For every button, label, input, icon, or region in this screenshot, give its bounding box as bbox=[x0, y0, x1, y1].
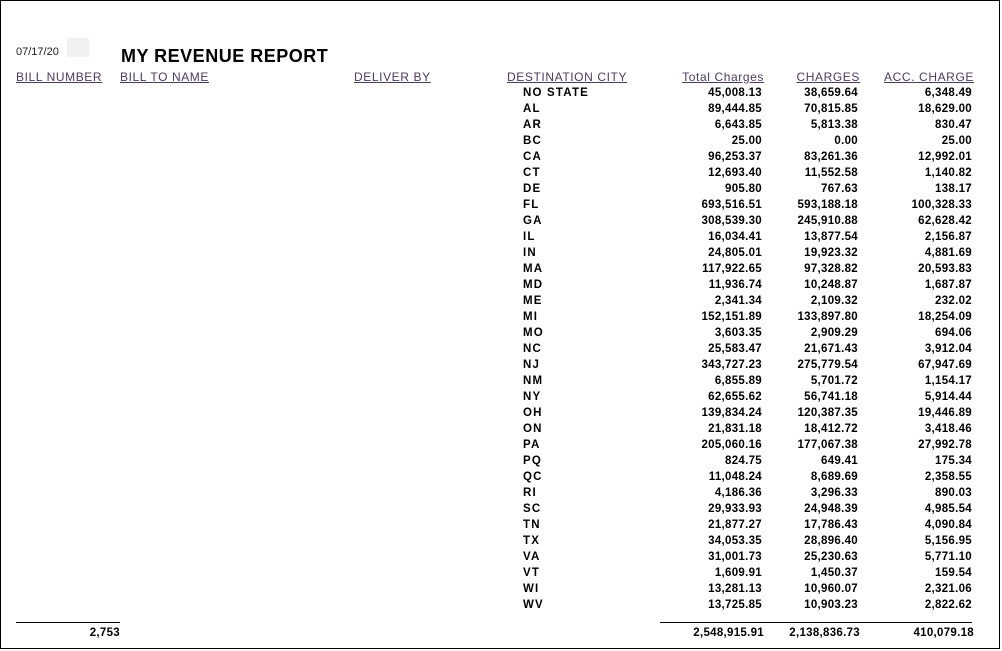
row-state: SC bbox=[523, 503, 542, 515]
row-state: AR bbox=[523, 119, 543, 131]
row-acc-charge: 4,985.54 bbox=[924, 503, 972, 515]
row-state: NM bbox=[523, 375, 544, 387]
table-row bbox=[0, 342, 1000, 358]
row-total-charges: 12,693.40 bbox=[708, 167, 762, 179]
table-row bbox=[0, 534, 1000, 550]
row-total-charges: 21,831.18 bbox=[708, 423, 762, 435]
row-state: IN bbox=[523, 247, 537, 259]
row-acc-charge: 175.34 bbox=[935, 455, 972, 467]
row-total-charges: 45,008.13 bbox=[708, 87, 762, 99]
row-total-charges: 13,281.13 bbox=[708, 583, 762, 595]
row-acc-charge: 5,771.10 bbox=[924, 551, 972, 563]
table-row bbox=[0, 374, 1000, 390]
table-row bbox=[0, 502, 1000, 518]
row-total-charges: 25,583.47 bbox=[708, 343, 762, 355]
table-row bbox=[0, 438, 1000, 454]
row-charges: 2,909.29 bbox=[810, 327, 858, 339]
row-state: NJ bbox=[523, 359, 541, 371]
table-row bbox=[0, 406, 1000, 422]
row-state: RI bbox=[523, 487, 537, 499]
row-total-charges: 89,444.85 bbox=[708, 103, 762, 115]
column-header-charges: CHARGES bbox=[796, 70, 860, 84]
row-acc-charge: 62,628.42 bbox=[918, 215, 972, 227]
date-redaction bbox=[67, 38, 89, 57]
table-row bbox=[0, 262, 1000, 278]
row-total-charges: 1,609.91 bbox=[714, 567, 762, 579]
table-row bbox=[0, 566, 1000, 582]
total-rule-left bbox=[16, 622, 120, 623]
column-header-acc-charge: ACC. CHARGE bbox=[884, 70, 974, 84]
column-header-total-charges: Total Charges bbox=[682, 70, 764, 84]
row-charges: 56,741.18 bbox=[804, 391, 858, 403]
row-total-charges: 4,186.36 bbox=[714, 487, 762, 499]
row-acc-charge: 2,156.87 bbox=[924, 231, 972, 243]
row-charges: 17,786.43 bbox=[804, 519, 858, 531]
row-charges: 767.63 bbox=[821, 183, 858, 195]
column-header-bill-number: BILL NUMBER bbox=[16, 70, 103, 84]
row-charges: 24,948.39 bbox=[804, 503, 858, 515]
row-state: GA bbox=[523, 215, 543, 227]
row-charges: 70,815.85 bbox=[804, 103, 858, 115]
row-charges: 38,659.64 bbox=[804, 87, 858, 99]
row-charges: 10,903.23 bbox=[804, 599, 858, 611]
row-acc-charge: 2,822.62 bbox=[924, 599, 972, 611]
table-row bbox=[0, 198, 1000, 214]
row-acc-charge: 18,629.00 bbox=[918, 103, 972, 115]
row-state: MI bbox=[523, 311, 539, 323]
row-total-charges: 34,053.35 bbox=[708, 535, 762, 547]
row-state: MA bbox=[523, 263, 544, 275]
row-charges: 133,897.80 bbox=[797, 311, 858, 323]
row-charges: 649.41 bbox=[821, 455, 858, 467]
row-acc-charge: 830.47 bbox=[935, 119, 972, 131]
row-charges: 18,412.72 bbox=[804, 423, 858, 435]
table-row bbox=[0, 150, 1000, 166]
row-total-charges: 13,725.85 bbox=[708, 599, 762, 611]
table-row bbox=[0, 486, 1000, 502]
row-acc-charge: 2,358.55 bbox=[924, 471, 972, 483]
row-total-charges: 905.80 bbox=[725, 183, 762, 195]
table-row bbox=[0, 166, 1000, 182]
row-state: ME bbox=[523, 295, 543, 307]
grand-charges: 2,138,836.73 bbox=[789, 627, 860, 639]
row-acc-charge: 159.54 bbox=[935, 567, 972, 579]
row-state: BC bbox=[523, 135, 543, 147]
row-total-charges: 96,253.37 bbox=[708, 151, 762, 163]
grand-total-charges: 2,548,915.91 bbox=[693, 627, 764, 639]
row-state: CT bbox=[523, 167, 541, 179]
row-state: VT bbox=[523, 567, 541, 579]
row-state: MD bbox=[523, 279, 544, 291]
row-state: OH bbox=[523, 407, 543, 419]
row-charges: 275,779.54 bbox=[797, 359, 858, 371]
row-charges: 8,689.69 bbox=[810, 471, 858, 483]
row-total-charges: 117,922.65 bbox=[702, 263, 762, 275]
row-charges: 2,109.32 bbox=[810, 295, 858, 307]
row-total-charges: 3,603.35 bbox=[714, 327, 762, 339]
row-acc-charge: 232.02 bbox=[935, 295, 972, 307]
row-state: TN bbox=[523, 519, 541, 531]
total-rule-right bbox=[660, 622, 972, 623]
row-acc-charge: 4,881.69 bbox=[924, 247, 972, 259]
row-total-charges: 824.75 bbox=[725, 455, 762, 467]
row-total-charges: 6,643.85 bbox=[714, 119, 762, 131]
row-total-charges: 152,151.89 bbox=[701, 311, 762, 323]
row-state: PQ bbox=[523, 455, 543, 467]
row-acc-charge: 20,593.83 bbox=[918, 263, 972, 275]
table-row bbox=[0, 278, 1000, 294]
row-state: NO STATE bbox=[523, 87, 590, 99]
row-acc-charge: 25.00 bbox=[941, 135, 972, 147]
row-acc-charge: 1,154.17 bbox=[924, 375, 972, 387]
row-total-charges: 205,060.16 bbox=[701, 439, 762, 451]
row-charges: 97,328.82 bbox=[804, 263, 858, 275]
table-row bbox=[0, 582, 1000, 598]
total-bill-count: 2,753 bbox=[89, 627, 120, 639]
table-row bbox=[0, 182, 1000, 198]
table-row bbox=[0, 214, 1000, 230]
table-row bbox=[0, 246, 1000, 262]
table-row bbox=[0, 294, 1000, 310]
row-acc-charge: 1,140.82 bbox=[924, 167, 972, 179]
row-total-charges: 29,933.93 bbox=[708, 503, 762, 515]
row-acc-charge: 67,947.69 bbox=[918, 359, 972, 371]
row-charges: 3,296.33 bbox=[810, 487, 858, 499]
row-acc-charge: 27,992.78 bbox=[918, 439, 972, 451]
table-row bbox=[0, 230, 1000, 246]
row-total-charges: 24,805.01 bbox=[708, 247, 762, 259]
row-acc-charge: 3,418.46 bbox=[924, 423, 972, 435]
table-row bbox=[0, 598, 1000, 614]
row-state: WI bbox=[523, 583, 540, 595]
table-row bbox=[0, 134, 1000, 150]
table-row bbox=[0, 102, 1000, 118]
row-charges: 5,813.38 bbox=[810, 119, 858, 131]
column-header-bill-to-name: BILL TO NAME bbox=[120, 70, 210, 84]
row-total-charges: 11,048.24 bbox=[708, 471, 762, 483]
row-acc-charge: 19,446.89 bbox=[918, 407, 972, 419]
row-total-charges: 21,877.27 bbox=[708, 519, 762, 531]
row-state: ON bbox=[523, 423, 543, 435]
row-charges: 10,248.87 bbox=[804, 279, 858, 291]
column-header-deliver-by: DELIVER BY bbox=[354, 70, 431, 84]
row-total-charges: 343,727.23 bbox=[701, 359, 762, 371]
row-charges: 120,387.35 bbox=[797, 407, 858, 419]
row-total-charges: 16,034.41 bbox=[708, 231, 762, 243]
row-charges: 5,701.72 bbox=[810, 375, 858, 387]
table-row bbox=[0, 518, 1000, 534]
row-total-charges: 6,855.89 bbox=[714, 375, 762, 387]
row-acc-charge: 18,254.09 bbox=[918, 311, 972, 323]
row-charges: 11,552.58 bbox=[804, 167, 858, 179]
row-acc-charge: 6,348.49 bbox=[924, 87, 972, 99]
row-acc-charge: 890.03 bbox=[935, 487, 972, 499]
row-state: TX bbox=[523, 535, 541, 547]
row-acc-charge: 138.17 bbox=[935, 183, 972, 195]
row-total-charges: 62,655.62 bbox=[708, 391, 762, 403]
row-charges: 245,910.88 bbox=[797, 215, 858, 227]
row-total-charges: 139,834.24 bbox=[701, 407, 762, 419]
row-total-charges: 25.00 bbox=[731, 135, 762, 147]
row-total-charges: 31,001.73 bbox=[708, 551, 762, 563]
table-row bbox=[0, 310, 1000, 326]
table-row bbox=[0, 454, 1000, 470]
row-state: AL bbox=[523, 103, 541, 115]
row-acc-charge: 4,090.84 bbox=[924, 519, 972, 531]
row-charges: 21,671.43 bbox=[804, 343, 858, 355]
row-total-charges: 2,341.34 bbox=[714, 295, 762, 307]
row-state: FL bbox=[523, 199, 540, 211]
row-charges: 13,877.54 bbox=[804, 231, 858, 243]
row-charges: 0.00 bbox=[834, 135, 858, 147]
row-charges: 1,450.37 bbox=[810, 567, 858, 579]
row-state: IL bbox=[523, 231, 536, 243]
row-state: PA bbox=[523, 439, 541, 451]
column-header-destination-city: DESTINATION CITY bbox=[507, 70, 628, 84]
row-state: NY bbox=[523, 391, 542, 403]
report-date: 07/17/20 bbox=[16, 46, 59, 58]
row-state: VA bbox=[523, 551, 541, 563]
row-charges: 593,188.18 bbox=[797, 199, 858, 211]
row-acc-charge: 2,321.06 bbox=[924, 583, 972, 595]
grand-acc-charge: 410,079.18 bbox=[913, 627, 974, 639]
table-row bbox=[0, 118, 1000, 134]
report-rows bbox=[0, 86, 1000, 614]
row-total-charges: 11,936.74 bbox=[708, 279, 762, 291]
table-row bbox=[0, 470, 1000, 486]
row-acc-charge: 12,992.01 bbox=[918, 151, 972, 163]
row-charges: 177,067.38 bbox=[797, 439, 858, 451]
table-row bbox=[0, 390, 1000, 406]
row-acc-charge: 5,156.95 bbox=[924, 535, 972, 547]
row-state: NC bbox=[523, 343, 543, 355]
report-title: MY REVENUE REPORT bbox=[121, 46, 329, 66]
row-total-charges: 693,516.51 bbox=[701, 199, 762, 211]
row-charges: 10,960.07 bbox=[804, 583, 858, 595]
row-acc-charge: 5,914.44 bbox=[924, 391, 972, 403]
row-charges: 19,923.32 bbox=[804, 247, 858, 259]
row-state: QC bbox=[523, 471, 543, 483]
row-charges: 25,230.63 bbox=[804, 551, 858, 563]
table-row bbox=[0, 326, 1000, 342]
row-state: MO bbox=[523, 327, 544, 339]
row-acc-charge: 3,912.04 bbox=[924, 343, 972, 355]
row-state: DE bbox=[523, 183, 542, 195]
row-charges: 28,896.40 bbox=[804, 535, 858, 547]
table-row bbox=[0, 86, 1000, 102]
row-state: CA bbox=[523, 151, 543, 163]
table-row bbox=[0, 550, 1000, 566]
row-total-charges: 308,539.30 bbox=[701, 215, 762, 227]
table-row bbox=[0, 422, 1000, 438]
row-state: WV bbox=[523, 599, 544, 611]
row-acc-charge: 1,687.87 bbox=[924, 279, 972, 291]
row-acc-charge: 694.06 bbox=[935, 327, 972, 339]
row-charges: 83,261.36 bbox=[804, 151, 858, 163]
row-acc-charge: 100,328.33 bbox=[911, 199, 972, 211]
table-row bbox=[0, 358, 1000, 374]
